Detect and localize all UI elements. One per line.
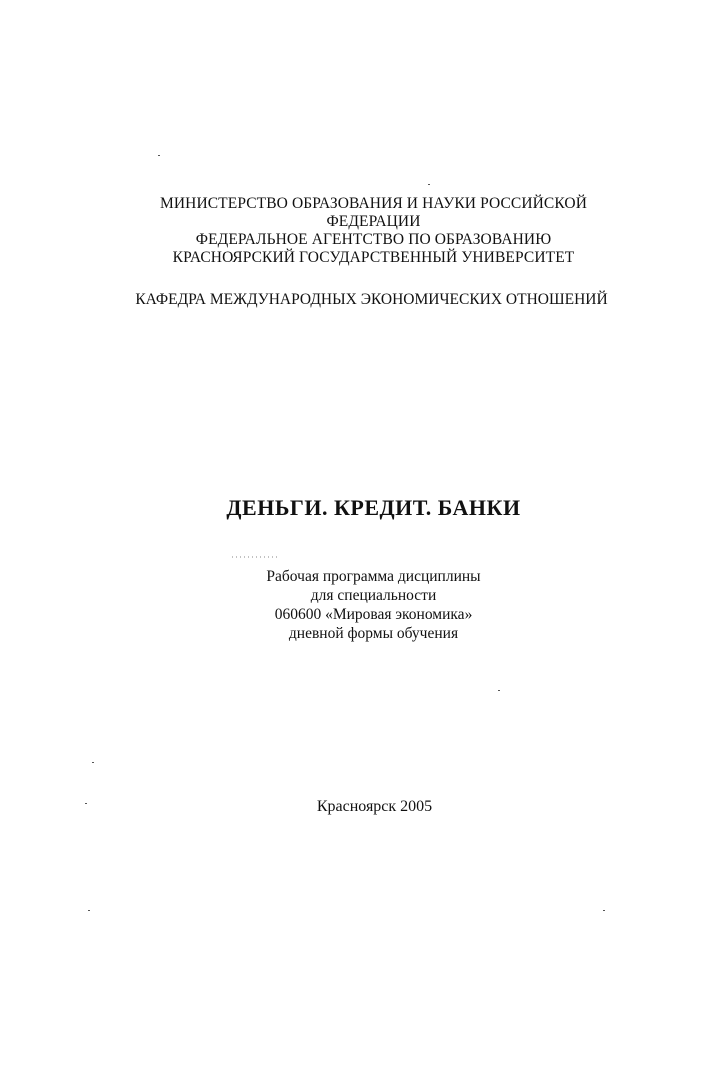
federation-line: ФЕДЕРАЦИИ bbox=[326, 213, 421, 230]
organization-header bbox=[20, 195, 707, 267]
scan-speck bbox=[88, 910, 90, 911]
scan-speck bbox=[85, 803, 87, 804]
subtitle-line-specialty: для специальности bbox=[310, 587, 437, 604]
scan-noise bbox=[232, 556, 280, 558]
document-title: ДЕНЬГИ. КРЕДИТ. БАНКИ bbox=[226, 495, 521, 520]
scan-speck bbox=[498, 690, 500, 691]
subtitle-line-form: дневной формы обучения bbox=[288, 625, 459, 642]
subtitle-line-code: 060600 «Мировая экономика» bbox=[274, 606, 473, 623]
scan-speck bbox=[158, 155, 160, 156]
scan-speck bbox=[603, 910, 605, 911]
ministry-line: МИНИСТЕРСТВО ОБРАЗОВАНИЯ И НАУКИ РОССИЙСКОЙ bbox=[159, 195, 588, 212]
agency-line: ФЕДЕРАЛЬНОЕ АГЕНТСТВО ПО ОБРАЗОВАНИЮ bbox=[195, 231, 552, 248]
scan-speck bbox=[428, 184, 430, 185]
scan-speck bbox=[92, 762, 94, 763]
subtitle-line-program: Рабочая программа дисциплины bbox=[266, 568, 481, 585]
department-line: КАФЕДРА МЕЖДУНАРОДНЫХ ЭКОНОМИЧЕСКИХ ОТНОШЕНИЙ bbox=[135, 291, 608, 308]
place-and-year: Красноярск 2005 bbox=[316, 798, 433, 815]
university-line: КРАСНОЯРСКИЙ ГОСУДАРСТВЕННЫЙ УНИВЕРСИТЕТ bbox=[172, 249, 575, 266]
document-subtitle bbox=[0, 567, 707, 643]
